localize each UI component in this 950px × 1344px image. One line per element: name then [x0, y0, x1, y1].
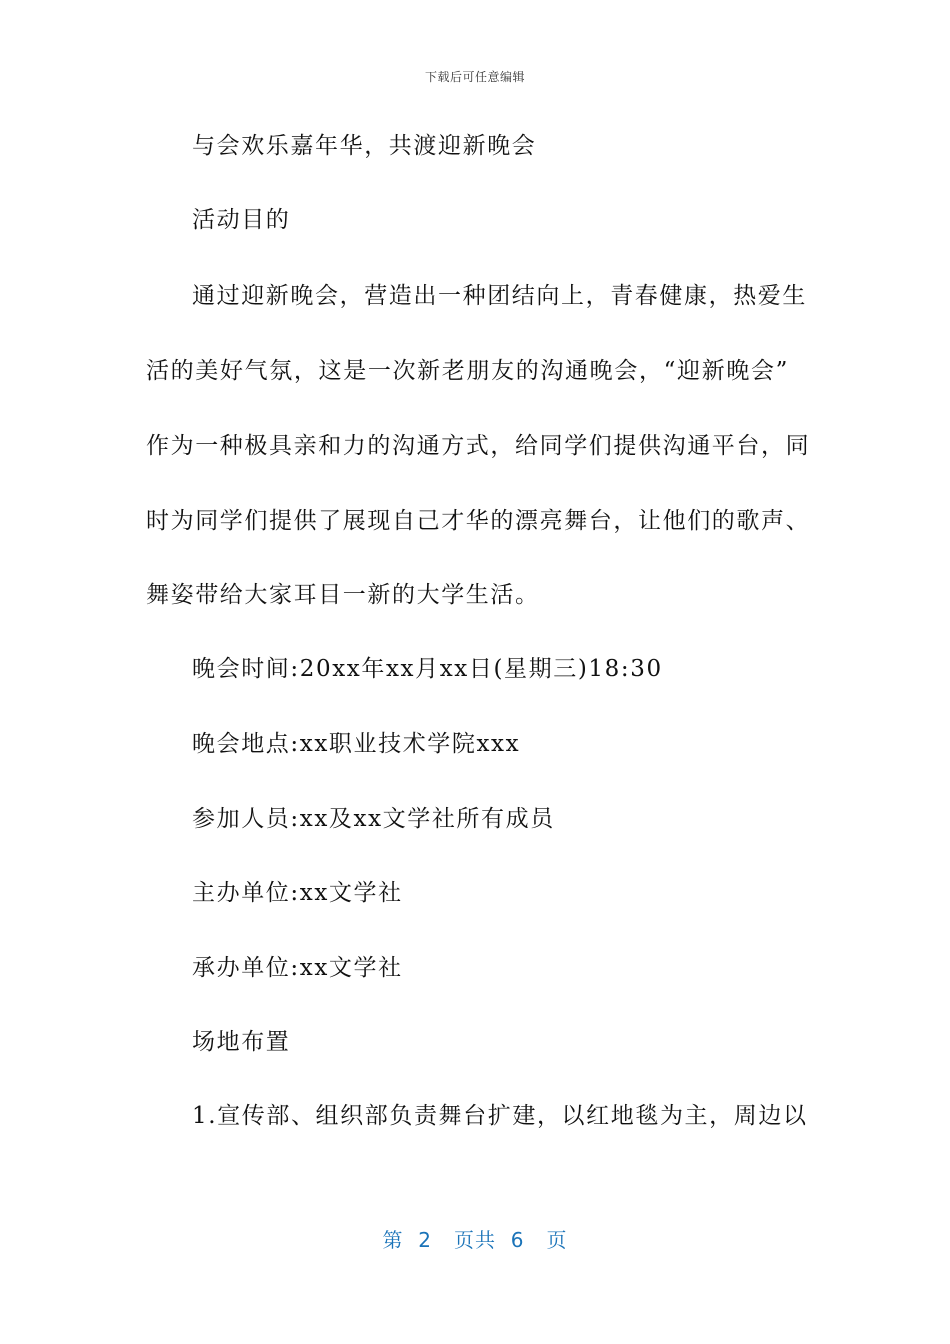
event-time-line: 晚会时间:20xx年xx月xx日(星期三)18:30 — [192, 656, 663, 682]
participants-line: 参加人员:xx及xx文学社所有成员 — [192, 806, 555, 832]
title-line: 与会欢乐嘉年华，共渡迎新晚会 — [192, 133, 537, 159]
section-heading-purpose: 活动目的 — [192, 207, 291, 233]
organizer-line: 主办单位:xx文学社 — [192, 880, 403, 906]
co-organizer-line: 承办单位:xx文学社 — [192, 955, 403, 981]
section-heading-venue: 场地布置 — [192, 1029, 291, 1055]
paragraph-line: 活的美好气氛，这是一次新老朋友的沟通晚会，“迎新晚会” — [146, 358, 789, 384]
page-header-note: 下载后可任意编辑 — [424, 70, 525, 84]
paragraph-line: 时为同学们提供了展现自己才华的漂亮舞台，让他们的歌声、 — [146, 508, 811, 534]
paragraph-line: 通过迎新晚会，营造出一种团结向上，青春健康，热爱生 — [192, 283, 807, 309]
paragraph-line: 作为一种极具亲和力的沟通方式，给同学们提供沟通平台，同 — [146, 433, 811, 459]
event-location-line: 晚会地点:xx职业技术学院xxx — [192, 731, 521, 757]
list-item: 1.宣传部、组织部负责舞台扩建，以红地毯为主，周边以 — [192, 1103, 808, 1129]
paragraph-line: 舞姿带给大家耳目一新的大学生活。 — [146, 582, 540, 608]
page-number-footer: 第 2 页共 6 页 — [382, 1228, 568, 1252]
